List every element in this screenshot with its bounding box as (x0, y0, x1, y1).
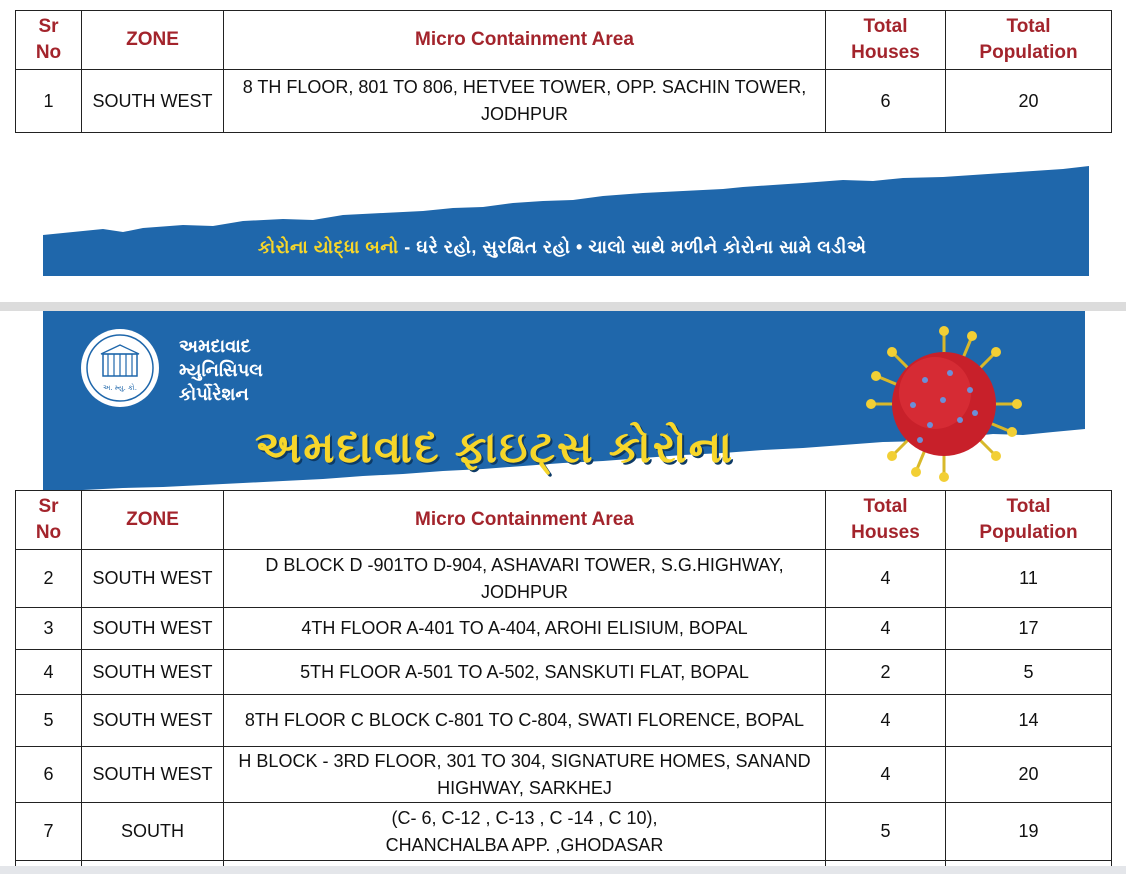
cell-area (224, 608, 826, 650)
header-total-population (946, 11, 1112, 70)
area-line: 4TH FLOOR A-401 TO A-404, AROHI ELISIUM, BOPAL (301, 618, 748, 638)
area-line: JODHPUR (480, 581, 568, 602)
header-population-line-2: Population (979, 42, 1078, 63)
table-header-row (16, 11, 1112, 70)
area-line: 8 TH FLOOR, 801 TO 806, HETVEE TOWER, OPP. SACHIN TOWER, (242, 77, 807, 97)
header-sr-label: Sr (38, 16, 59, 37)
cell-area (224, 70, 826, 133)
cell-houses: 5 (826, 803, 946, 861)
cell-population: 5 (946, 650, 1112, 695)
cell-area (224, 803, 826, 861)
area-line: JODHPUR (480, 104, 568, 124)
table-row (16, 650, 1112, 695)
cell-houses: 4 (826, 747, 946, 803)
header-sr-no (16, 11, 82, 70)
table-row (16, 550, 1112, 608)
cell-population: 20 (946, 70, 1112, 133)
header-houses-line-2: Houses (851, 522, 920, 543)
seal-caption: અ. મ્યુ. કો. (103, 384, 137, 392)
cell-houses: 4 (826, 608, 946, 650)
cell-area (224, 650, 826, 695)
area-line: HIGHWAY, SARKHEJ (437, 777, 612, 798)
header-zone: ZONE (82, 491, 224, 550)
area-line: 8TH FLOOR C BLOCK C-801 TO C-804, SWATI FLORENCE, BOPAL (244, 710, 805, 730)
header-zone: ZONE (82, 11, 224, 70)
header-area: Micro Containment Area (224, 11, 826, 70)
corporation-name (179, 334, 263, 406)
cell-sr: 3 (16, 608, 82, 650)
cell-sr: 6 (16, 747, 82, 803)
area-line: D BLOCK D -901TO D-904, ASHAVARI TOWER, S.G.HIGHWAY, (265, 554, 784, 575)
corp-name-line: મ્યુનિસિપલ (179, 360, 263, 380)
area-line: 5TH FLOOR A-501 TO A-502, SANSKUTI FLAT, BOPAL (300, 661, 749, 682)
containment-table-page-2 (15, 490, 1112, 871)
header-total-population (946, 491, 1112, 550)
header-area: Micro Containment Area (224, 491, 826, 550)
table-row (16, 695, 1112, 747)
cell-population: 17 (946, 608, 1112, 650)
cell-population: 20 (946, 747, 1112, 803)
footer-slogan-strip (43, 163, 1089, 276)
cell-zone: SOUTH (82, 803, 224, 861)
header-sr-label: Sr (38, 496, 59, 517)
cell-zone: SOUTH WEST (82, 747, 224, 803)
cell-zone: SOUTH WEST (82, 70, 224, 133)
amc-banner (43, 311, 1085, 491)
page-separator (0, 302, 1126, 311)
header-houses-line-1: Total (863, 16, 908, 37)
corp-name-line: અમદાવાદ (179, 336, 251, 356)
table-row (16, 70, 1112, 133)
cell-area (224, 747, 826, 803)
area-line: (C- 6, C-12 , C-13 , C -14 , C 10), (391, 807, 658, 828)
table-row (16, 608, 1112, 650)
cell-houses: 4 (826, 695, 946, 747)
cell-sr: 7 (16, 803, 82, 861)
cell-zone: SOUTH WEST (82, 608, 224, 650)
header-houses-line-1: Total (863, 496, 908, 517)
cell-zone: SOUTH WEST (82, 550, 224, 608)
cell-houses: 4 (826, 550, 946, 608)
cell-sr: 4 (16, 650, 82, 695)
table-row (16, 803, 1112, 861)
viewer-bottom-edge (0, 866, 1126, 874)
cell-zone: SOUTH WEST (82, 650, 224, 695)
corp-name-line: કોર્પોરેશન (179, 384, 249, 404)
cell-zone: SOUTH WEST (82, 695, 224, 747)
cell-sr: 1 (16, 70, 82, 133)
slogan-rest: - ઘરે રહો, સુરક્ષિત રહો • ચાલો સાથે મળીને કોરોના સામે લડીએ (398, 237, 867, 257)
table-header-row (16, 491, 1112, 550)
header-population-line-1: Total (1006, 496, 1051, 517)
header-population-line-1: Total (1006, 16, 1051, 37)
header-sr-no (16, 491, 82, 550)
cell-area (224, 550, 826, 608)
cell-population: 19 (946, 803, 1112, 861)
slogan-text (258, 237, 866, 258)
banner-headline: અમદાવાદ ફાઇટ્સ કોરોના (255, 423, 735, 472)
cell-population: 14 (946, 695, 1112, 747)
header-no-label: No (35, 42, 62, 63)
cell-sr: 5 (16, 695, 82, 747)
amc-seal-icon (79, 327, 161, 409)
area-line: CHANCHALBA APP. ,GHODASAR (385, 834, 664, 855)
cell-sr: 2 (16, 550, 82, 608)
header-houses-line-2: Houses (851, 42, 920, 63)
table-row (16, 747, 1112, 803)
cell-houses: 6 (826, 70, 946, 133)
header-no-label: No (35, 522, 62, 543)
cell-houses: 2 (826, 650, 946, 695)
cell-population: 11 (946, 550, 1112, 608)
area-line: H BLOCK - 3RD FLOOR, 301 TO 304, SIGNATURE HOMES, SANAND (238, 750, 811, 771)
containment-table-page-1 (15, 10, 1112, 133)
coronavirus-icon (865, 325, 1023, 483)
cell-area (224, 695, 826, 747)
header-population-line-2: Population (979, 522, 1078, 543)
header-total-houses (826, 11, 946, 70)
slogan-highlight: કોરોના યોદ્ધા બનો (258, 237, 399, 257)
torn-paper-strip-shape (43, 163, 1089, 276)
header-total-houses (826, 491, 946, 550)
